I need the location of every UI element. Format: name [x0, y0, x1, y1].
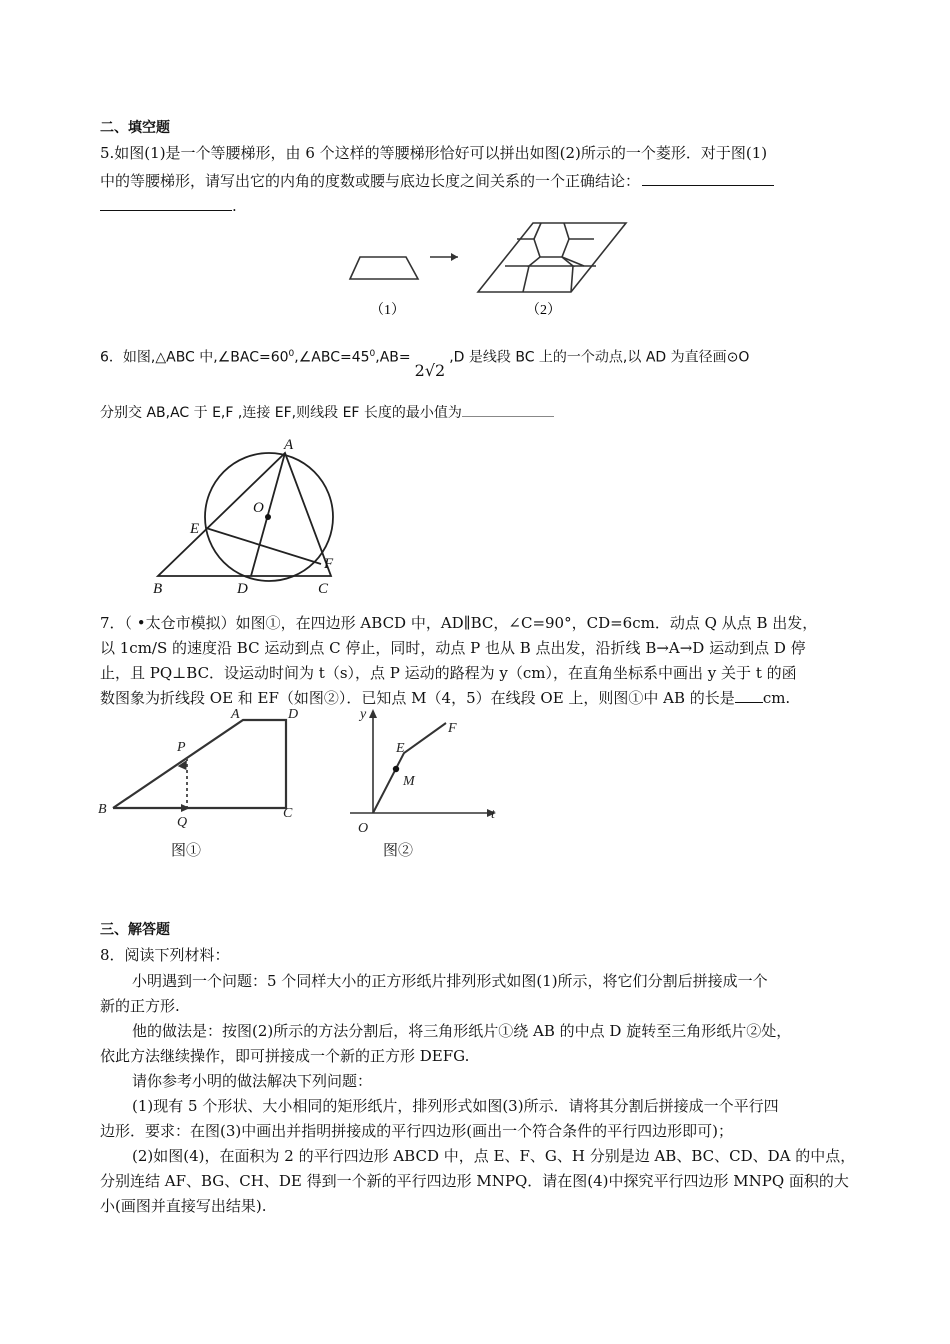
q6-answer-blank — [462, 402, 554, 417]
q7-arrow-bc — [181, 804, 190, 812]
q5-line3-end: . — [232, 197, 237, 215]
q7-label-b: B — [98, 802, 107, 817]
q6-label-b: B — [153, 581, 163, 597]
q8-line3: 新的正方形. — [100, 997, 180, 1015]
q6-label-d: D — [237, 581, 248, 597]
q6-radical: 2√2 — [414, 360, 446, 380]
q6-center-point — [265, 514, 271, 520]
q5-fig1-caption: （1） — [370, 303, 405, 318]
q8-line5: 依此方法继续操作，即可拼接成一个新的正方形 DEFG. — [100, 1047, 470, 1065]
q5-answer-blank-2 — [100, 196, 232, 211]
q7-label-o: O — [358, 821, 369, 836]
section-title-fill-blank: 二、填空题 — [100, 120, 170, 136]
q7-fig2-caption: 图② — [383, 843, 414, 859]
q7-y-arrow — [369, 709, 377, 718]
q7-label-c: C — [283, 806, 293, 821]
q6-text-b: ,∠ABC=45 — [294, 349, 370, 366]
q6-degree-1: 0 — [288, 349, 295, 359]
q7-label-q: Q — [177, 815, 188, 830]
q7-line2: 以 1cm/S 的速度沿 BC 运动到点 C 停止，同时，动点 P 也从 B 点出发，沿折线 B→A→D 运动到点 D 停 — [100, 639, 806, 657]
q6-degree-2: 0 — [369, 349, 376, 359]
q7-answer-blank — [735, 688, 763, 703]
q7-label-m: M — [403, 774, 415, 789]
q6-line1 — [100, 343, 750, 380]
q8-line6: 请你参考小明的做法解决下列问题： — [132, 1072, 373, 1090]
q7-line3: 止，且 PQ⊥BC．设运动时间为 t（s），点 P 运动的路程为 y（cm），在直角坐标系中画出 y 关于 t 的函 — [100, 664, 797, 682]
q7-line4-text: 数图象为折线段 OE 和 EF（如图②）．已知点 M（4，5）在线段 OE 上，则图①中 AB 的长是 — [100, 689, 735, 707]
q8-line2: 小明遇到一个问题：5 个同样大小的正方形纸片排列形式如图(1)所示，将它们分割后拼接成一个 — [132, 972, 768, 990]
q7-point-m — [393, 766, 399, 772]
section-title-solve: 三、解答题 — [100, 922, 170, 938]
q8-line11: 小(画图并直接写出结果). — [100, 1197, 267, 1215]
q6-label-a: A — [284, 437, 294, 453]
q6-text-a: 6．如图,△ABC 中,∠BAC=60 — [100, 349, 289, 366]
q7-quad-abcd — [113, 720, 286, 808]
q8-line7: (1)现有 5 个形状、大小相同的矩形纸片，排列形式如图(3)所示．请将其分割后拼接成一个平行四 — [132, 1097, 779, 1115]
q7-label-t: t — [491, 807, 495, 822]
q7-label-p: P — [177, 740, 186, 755]
q7-label-y: y — [360, 707, 367, 722]
q6-label-e: E — [190, 521, 200, 537]
q6-text-d: ,D 是线段 BC 上的一个动点,以 AD 为直径画⊙O — [449, 349, 750, 366]
q6-label-o: O — [253, 500, 264, 516]
q6-line2-text: 分别交 AB,AC 于 E,F ,连接 EF,则线段 EF 长度的最小值为 — [100, 405, 462, 421]
q8-line1: 8．阅读下列材料： — [100, 946, 230, 964]
q6-label-c: C — [318, 581, 329, 597]
q5-figures — [340, 215, 630, 325]
q5-arrow-head — [451, 253, 458, 261]
q7-line1: 7．（ •太仓市模拟）如图①，在四边形 ABCD 中，AD∥BC，∠C=90°，CD=6cm．动点 Q 从点 B 出发， — [100, 614, 818, 632]
q7-fig1-caption: 图① — [171, 843, 202, 859]
q7-label-a: A — [231, 707, 240, 722]
q5-line2 — [100, 170, 774, 192]
q5-answer-blank-1 — [642, 171, 774, 186]
q5-trapezoid — [350, 257, 418, 279]
q7-graph-oef — [373, 723, 446, 813]
q6-text-c: ,AB= — [375, 349, 411, 366]
q8-line8: 边形．要求：在图(3)中画出并指明拼接成的平行四边形(画出一个符合条件的平行四边形即可)； — [100, 1122, 733, 1140]
q6-triangle-abc — [158, 453, 331, 576]
q5-line1: 5.如图(1)是一个等腰梯形，由 6 个这样的等腰梯形恰好可以拼出如图(2)所示的一个菱形．对于图(1) — [100, 144, 768, 162]
q6-label-f: F — [324, 556, 334, 572]
q8-line9: (2)如图(4)，在面积为 2 的平行四边形 ABCD 中，点 E、F、G、H 分别是边 AB、BC、CD、DA 的中点， — [132, 1147, 856, 1165]
q5-line3 — [100, 195, 237, 217]
q7-figure-1 — [95, 705, 310, 865]
q7-label-d: D — [288, 707, 299, 722]
q5-rhombus — [478, 223, 626, 292]
q5-line2-text: 中的等腰梯形，请写出它的内角的度数或腰与底边长度之间关系的一个正确结论： — [100, 172, 641, 190]
q6-line2 — [100, 402, 554, 424]
q7-line4-end: cm. — [762, 689, 791, 707]
q5-fig2-caption: （2） — [526, 303, 561, 318]
q7-label-e: E — [396, 741, 405, 756]
q6-figure — [145, 435, 345, 600]
q8-line4: 他的做法是：按图(2)所示的方法分割后，将三角形纸片①绕 AB 的中点 D 旋转至三角形纸片②处， — [132, 1022, 792, 1040]
q8-line10: 分别连结 AF、BG、CH、DE 得到一个新的平行四边形 MNPQ．请在图(4)中探究平行四边形 MNPQ 面积的大 — [100, 1172, 849, 1190]
q7-figure-2 — [340, 705, 515, 865]
q7-label-f: F — [448, 721, 457, 736]
